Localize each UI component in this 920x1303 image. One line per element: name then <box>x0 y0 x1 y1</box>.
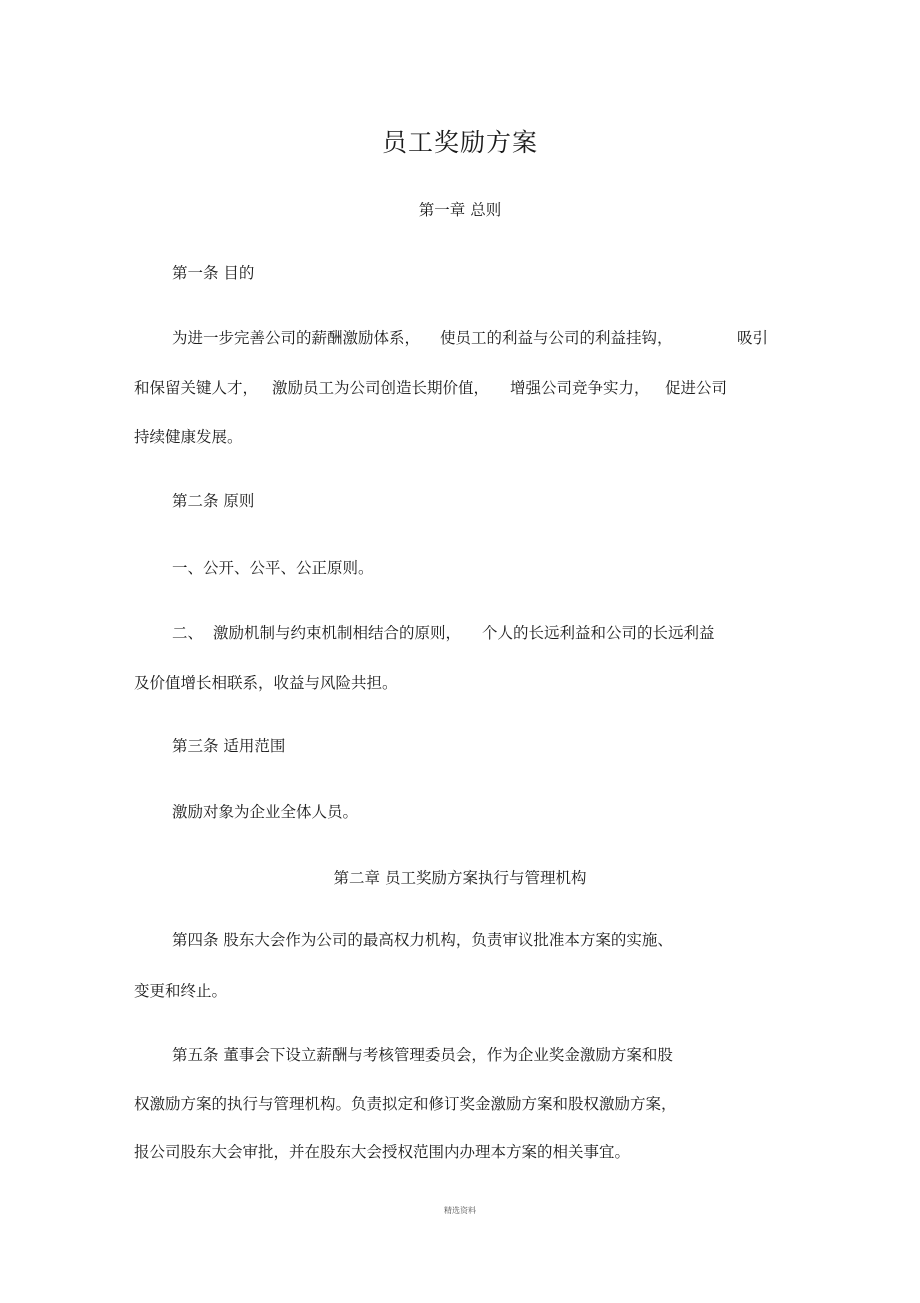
document-title: 员工奖励方案 <box>381 128 538 157</box>
article-3-body: 激励对象为企业全体人员。 <box>172 803 359 821</box>
article-4-line-1: 第四条 股东大会作为公司的最高权力机构，负责审议批准本方案的实施、 <box>172 931 673 949</box>
article-1-line-3: 持续健康发展。 <box>134 428 243 446</box>
article-5-line-3: 报公司股东大会审批，并在股东大会授权范围内办理本方案的相关事宜。 <box>134 1143 631 1161</box>
article-2-item-2-line-2: 及价值增长相联系，收益与风险共担。 <box>134 674 398 692</box>
article-2-item-2a: 激励机制与约束机制相结合的原则， <box>213 624 462 642</box>
article-2-heading: 第二条 原则 <box>172 492 255 510</box>
article-1-line-1c: 吸引 <box>737 329 769 347</box>
article-1-line-2c: 增强公司竞争实力， <box>510 379 650 397</box>
article-1-line-1b: 使员工的利益与公司的利益挂钩， <box>440 329 673 347</box>
article-1-heading: 第一条 目的 <box>172 264 255 282</box>
article-1-line-2b: 激励员工为公司创造长期价值， <box>272 379 490 397</box>
article-1-line-2a: 和保留关键人才， <box>134 379 259 397</box>
article-2-item-2b: 个人的长远利益和公司的长远利益 <box>482 624 715 642</box>
article-2-item-2-marker: 二、 <box>172 624 204 642</box>
article-3-heading: 第三条 适用范围 <box>172 737 286 755</box>
page-footer: 精选资料 <box>444 1206 476 1215</box>
chapter-2-heading: 第二章 员工奖励方案执行与管理机构 <box>333 869 587 887</box>
article-5-line-1: 第五条 董事会下设立薪酬与考核管理委员会，作为企业奖金激励方案和股 <box>172 1046 673 1064</box>
article-1-line-1a: 为进一步完善公司的薪酬激励体系， <box>172 329 421 347</box>
article-5-line-2: 权激励方案的执行与管理机构。负责拟定和修订奖金激励方案和股权激励方案， <box>134 1095 677 1113</box>
article-2-item-1: 一、公开、公平、公正原则。 <box>172 559 374 577</box>
article-1-line-2d: 促进公司 <box>665 379 728 397</box>
article-4-line-2: 变更和终止。 <box>134 982 228 1000</box>
chapter-1-heading: 第一章 总则 <box>418 201 502 219</box>
